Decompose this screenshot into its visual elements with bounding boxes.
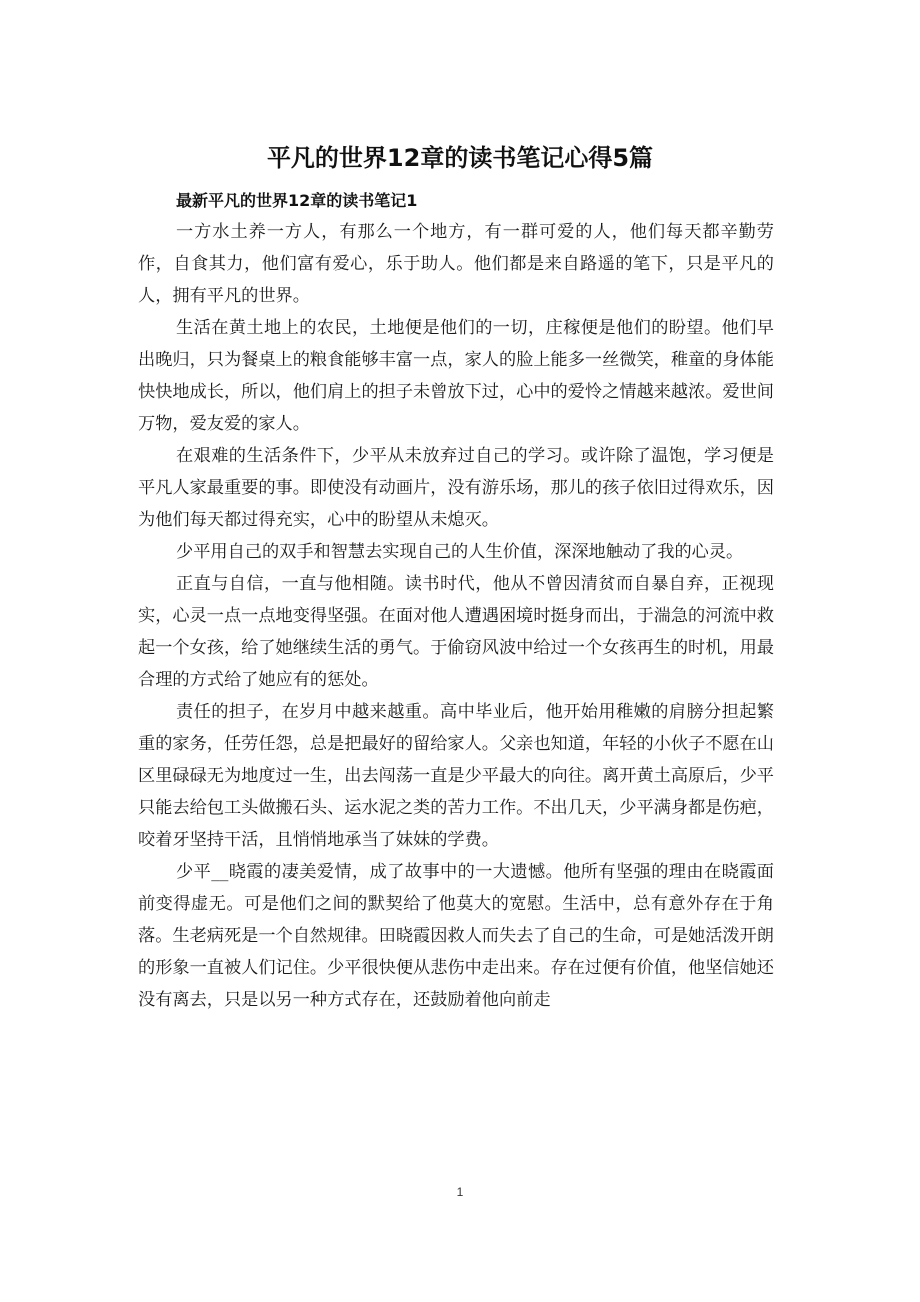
page-number: 1 xyxy=(456,1185,464,1199)
paragraph: 少平用自己的双手和智慧去实现自己的人生价值，深深地触动了我的心灵。 xyxy=(176,542,744,562)
paragraph: 责任的担子，在岁月中越来越重。高中毕业后，他开始用稚嫩的肩膀分担起繁重的家务，任劳任怨，总是把最好的留给家人。父亲也知道，年轻的小伙子不愿在山区里碌碌无为地度过一生，出去闯荡一直是少平最大的向往。离开黄土高原后，少平只能去给包工头做搬石头、运水泥之类的苦力工作。不出几天，少平满身都是伤疤，咬着牙坚持干活，且悄悄地承当了妹妹的学费。 xyxy=(138,702,774,850)
paragraph: 生活在黄土地上的农民，土地便是他们的一切，庄稼便是他们的盼望。他们早出晚归，只为餐桌上的粮食能够丰富一点，家人的脸上能多一丝微笑，稚童的身体能快快地成长，所以，他们肩上的担子未曾放下过，心中的爱怜之情越来越浓。爱世间万物，爱友爱的家人。 xyxy=(138,318,774,434)
paragraph: 一方水土养一方人，有那么一个地方，有一群可爱的人，他们每天都辛勤劳作，自食其力，他们富有爱心，乐于助人。他们都是来自路遥的笔下，只是平凡的人，拥有平凡的世界。 xyxy=(138,222,774,306)
section-heading: 最新平凡的世界12章的读书笔记1 xyxy=(176,191,418,210)
document-body xyxy=(138,185,774,1016)
document-title: 平凡的世界12章的读书笔记心得5篇 xyxy=(266,144,654,172)
paragraph: 在艰难的生活条件下，少平从未放弃过自己的学习。或许除了温饱，学习便是平凡人家最重要的事。即使没有动画片，没有游乐场，那儿的孩子依旧过得欢乐，因为他们每天都过得充实，心中的盼望从未熄灭。 xyxy=(138,446,774,530)
paragraph: 少平__晓霞的凄美爱情，成了故事中的一大遗憾。他所有坚强的理由在晓霞面前变得虚无。可是他们之间的默契给了他莫大的宽慰。生活中，总有意外存在于角落。生老病死是一个自然规律。田晓霞因救人而失去了自己的生命，可是她活泼开朗的形象一直被人们记住。少平很快便从悲伤中走出来。存在过便有价值，他坚信她还没有离去，只是以另一种方式存在，还鼓励着他向前走 xyxy=(138,862,774,1010)
paragraph: 正直与自信，一直与他相随。读书时代，他从不曾因清贫而自暴自弃，正视现实，心灵一点一点地变得坚强。在面对他人遭遇困境时挺身而出，于湍急的河流中救起一个女孩，给了她继续生活的勇气。于偷窃风波中给过一个女孩再生的时机，用最合理的方式给了她应有的惩处。 xyxy=(138,574,774,690)
